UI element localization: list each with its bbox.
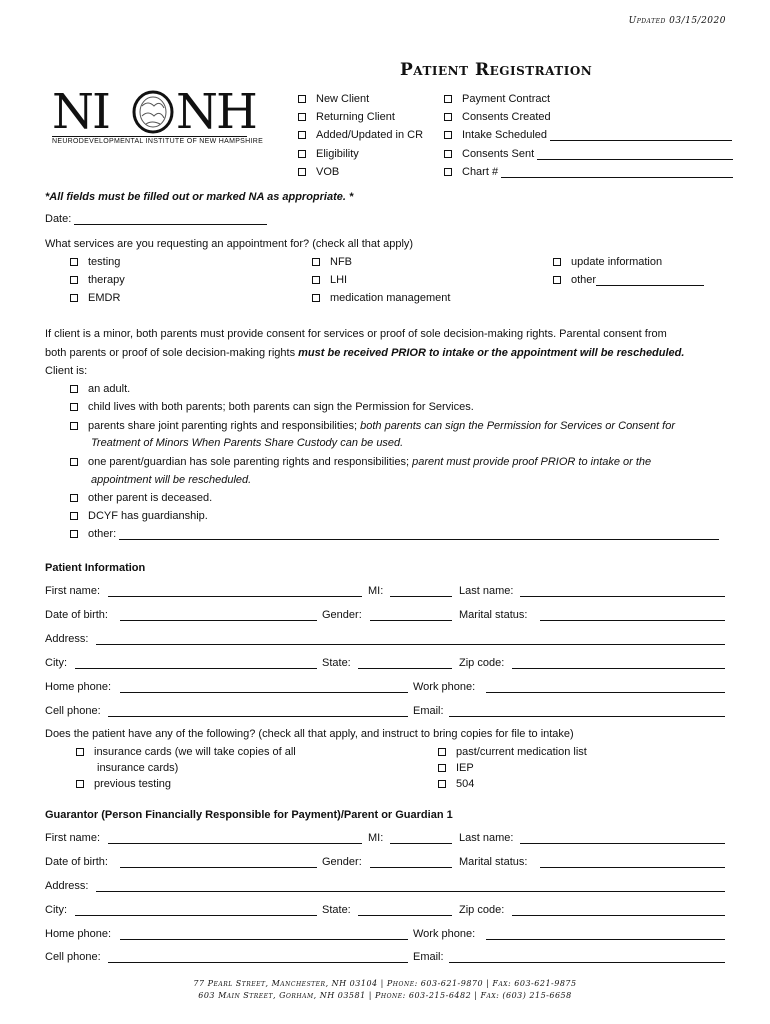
client-is-label: Client is: [45,365,88,377]
checkbox[interactable] [444,150,452,158]
field-label: MI: [368,585,384,597]
field-label: Address: [45,880,89,892]
field-label: Cell phone: [45,705,101,717]
patient-zip-field[interactable] [512,657,725,669]
footer-address-line1: 77 Pearl Street, Manchester, NH 03104 | Phone: 603-621-9870 | Fax: 603-621-9875 [193,979,577,988]
checkbox[interactable] [553,276,561,284]
service-option-testing[interactable]: testing [70,256,120,268]
office-item[interactable]: Returning Client [298,111,395,123]
client-option[interactable]: an adult. [70,383,130,395]
patient-address-field[interactable] [96,633,725,645]
consents-sent-field[interactable] [537,148,733,160]
checkbox[interactable] [444,131,452,139]
field-label: Home phone: [45,928,112,940]
checkbox[interactable] [298,95,306,103]
logo-subtitle: NEURODEVELOPMENTAL INSTITUTE OF NEW HAMPSHIRE [52,138,264,145]
field-label: Zip code: [459,904,505,916]
field-label: MI: [368,832,384,844]
guarantor-first-name-field[interactable] [108,832,362,844]
field-label: Email: [413,951,444,963]
client-option[interactable]: parents share joint parenting rights and responsibilities; both parents can sign the Permission for Services or Consent for [70,420,675,432]
checkbox[interactable] [70,512,78,520]
office-item[interactable]: Chart # [444,166,733,178]
office-item[interactable]: Payment Contract [444,93,550,105]
patient-gender-field[interactable] [370,609,452,621]
office-item[interactable]: Added/Updated in CR [298,129,423,141]
patient-last-name-field[interactable] [520,585,725,597]
office-item[interactable]: Eligibility [298,148,359,160]
field-label: City: [45,904,67,916]
checkbox[interactable] [312,276,320,284]
checkbox[interactable] [76,748,84,756]
brain-icon [132,90,174,134]
doc-option-medication[interactable]: past/current medication list [438,746,587,758]
checkbox[interactable] [70,530,78,538]
guarantor-dob-field[interactable] [120,856,317,868]
date-field[interactable] [74,213,267,225]
client-option-continuation: appointment will be rescheduled. [91,474,252,486]
service-option-therapy[interactable]: therapy [70,274,125,286]
guarantor-marital-field[interactable] [540,856,725,868]
field-label: Last name: [459,585,514,597]
guarantor-mi-field[interactable] [390,832,452,844]
client-option[interactable]: DCYF has guardianship. [70,510,208,522]
guarantor-address-field[interactable] [96,880,725,892]
field-label: City: [45,657,67,669]
patient-city-field[interactable] [75,657,317,669]
chart-number-field[interactable] [501,166,733,178]
checkbox[interactable] [438,780,446,788]
field-label: State: [322,904,351,916]
checkbox[interactable] [70,458,78,466]
service-option-lhi[interactable]: LHI [312,274,347,286]
service-other-field[interactable] [596,274,704,286]
updated-date: Updated 03/15/2020 [628,16,726,26]
patient-first-name-field[interactable] [108,585,362,597]
client-option[interactable]: other parent is deceased. [70,492,212,504]
field-label: Work phone: [413,681,476,693]
checkbox[interactable] [70,258,78,266]
checkbox[interactable] [298,150,306,158]
field-label: Marital status: [459,856,528,868]
patient-home-phone-field[interactable] [120,681,408,693]
guarantor-email-field[interactable] [449,951,725,963]
field-label: Address: [45,633,89,645]
checkbox[interactable] [70,385,78,393]
service-option-update[interactable]: update information [553,256,662,268]
guarantor-last-name-field[interactable] [520,832,725,844]
field-label: Marital status: [459,609,528,621]
doc-option-iep[interactable]: IEP [438,762,474,774]
logo-text-left: NI [52,84,109,140]
doc-option-504[interactable]: 504 [438,778,474,790]
field-label: First name: [45,832,101,844]
guarantor-city-field[interactable] [75,904,317,916]
doc-option-insurance[interactable]: insurance cards (we will take copies of all [76,746,296,758]
field-label: Date of birth: [45,856,108,868]
patient-marital-field[interactable] [540,609,725,621]
field-label: Date of birth: [45,609,108,621]
logo [52,84,264,145]
field-label: Home phone: [45,681,112,693]
patient-heading: Patient Information [45,562,146,574]
service-option-medication[interactable]: medication management [312,292,450,304]
docs-question: Does the patient have any of the following? (check all that apply, and instruct to bring copies for file to intake) [45,728,574,740]
client-option[interactable]: one parent/guardian has sole parenting rights and responsibilities; parent must provide proof PRIOR to intake or the [70,456,651,468]
field-label: Zip code: [459,657,505,669]
field-label: Email: [413,705,444,717]
client-option[interactable]: other: [70,528,719,540]
guarantor-heading: Guarantor (Person Financially Responsible for Payment)/Parent or Guardian 1 [45,809,453,821]
client-option[interactable]: child lives with both parents; both parents can sign the Permission for Services. [70,401,474,413]
office-item[interactable]: Consents Created [444,111,551,123]
patient-dob-field[interactable] [120,609,317,621]
checkbox[interactable] [312,258,320,266]
intake-scheduled-field[interactable] [550,129,732,141]
checkbox[interactable] [444,168,452,176]
required-notice: *All fields must be filled out or marked NA as appropriate. * [45,191,354,203]
office-item[interactable]: Intake Scheduled [444,129,732,141]
client-option-continuation: Treatment of Minors When Parents Share Custody can be used. [91,437,404,449]
field-label: Work phone: [413,928,476,940]
checkbox[interactable] [70,294,78,302]
field-label: Gender: [322,856,362,868]
checkbox[interactable] [298,113,306,121]
field-label: State: [322,657,351,669]
client-other-field[interactable] [119,528,719,540]
checkbox[interactable] [312,294,320,302]
guarantor-cell-phone-field[interactable] [108,951,408,963]
field-label: Last name: [459,832,514,844]
service-option-emdr[interactable]: EMDR [70,292,120,304]
checkbox[interactable] [438,748,446,756]
checkbox[interactable] [444,113,452,121]
guarantor-gender-field[interactable] [370,856,452,868]
service-option-other[interactable]: other [553,274,704,286]
checkbox[interactable] [298,131,306,139]
patient-mi-field[interactable] [390,585,452,597]
checkbox[interactable] [70,422,78,430]
checkbox[interactable] [76,780,84,788]
field-label: First name: [45,585,101,597]
doc-option-previous-testing[interactable]: previous testing [76,778,171,790]
checkbox[interactable] [70,403,78,411]
office-item[interactable]: New Client [298,93,369,105]
field-label: Cell phone: [45,951,101,963]
checkbox[interactable] [444,95,452,103]
checkbox[interactable] [70,494,78,502]
field-label: Gender: [322,609,362,621]
guarantor-home-phone-field[interactable] [120,928,408,940]
office-item[interactable]: VOB [298,166,339,178]
patient-work-phone-field[interactable] [486,681,725,693]
guarantor-state-field[interactable] [358,904,452,916]
service-option-nfb[interactable]: NFB [312,256,352,268]
logo-text-right: NH [176,84,256,140]
doc-option-continuation: insurance cards) [97,762,179,774]
checkbox[interactable] [70,276,78,284]
checkbox[interactable] [438,764,446,772]
minor-text-line1: If client is a minor, both parents must provide consent for services or proof of sole decision-making rights. Parental consent from [45,328,667,340]
office-item[interactable]: Consents Sent [444,148,733,160]
patient-email-field[interactable] [449,705,725,717]
date-row: Date: [45,213,267,225]
patient-state-field[interactable] [358,657,452,669]
patient-cell-phone-field[interactable] [108,705,408,717]
guarantor-zip-field[interactable] [512,904,725,916]
minor-text-line2: both parents or proof of sole decision-making rights must be received PRIOR to intake or the appointment will be rescheduled. [45,347,685,359]
checkbox[interactable] [553,258,561,266]
guarantor-work-phone-field[interactable] [486,928,725,940]
footer-address-line2: 603 Main Street, Gorham, NH 03581 | Phone: 603-215-6482 | Fax: (603) 215-6658 [198,991,572,1000]
page-title: Patient Registration [400,60,593,80]
checkbox[interactable] [298,168,306,176]
services-question: What services are you requesting an appointment for? (check all that apply) [45,238,414,250]
